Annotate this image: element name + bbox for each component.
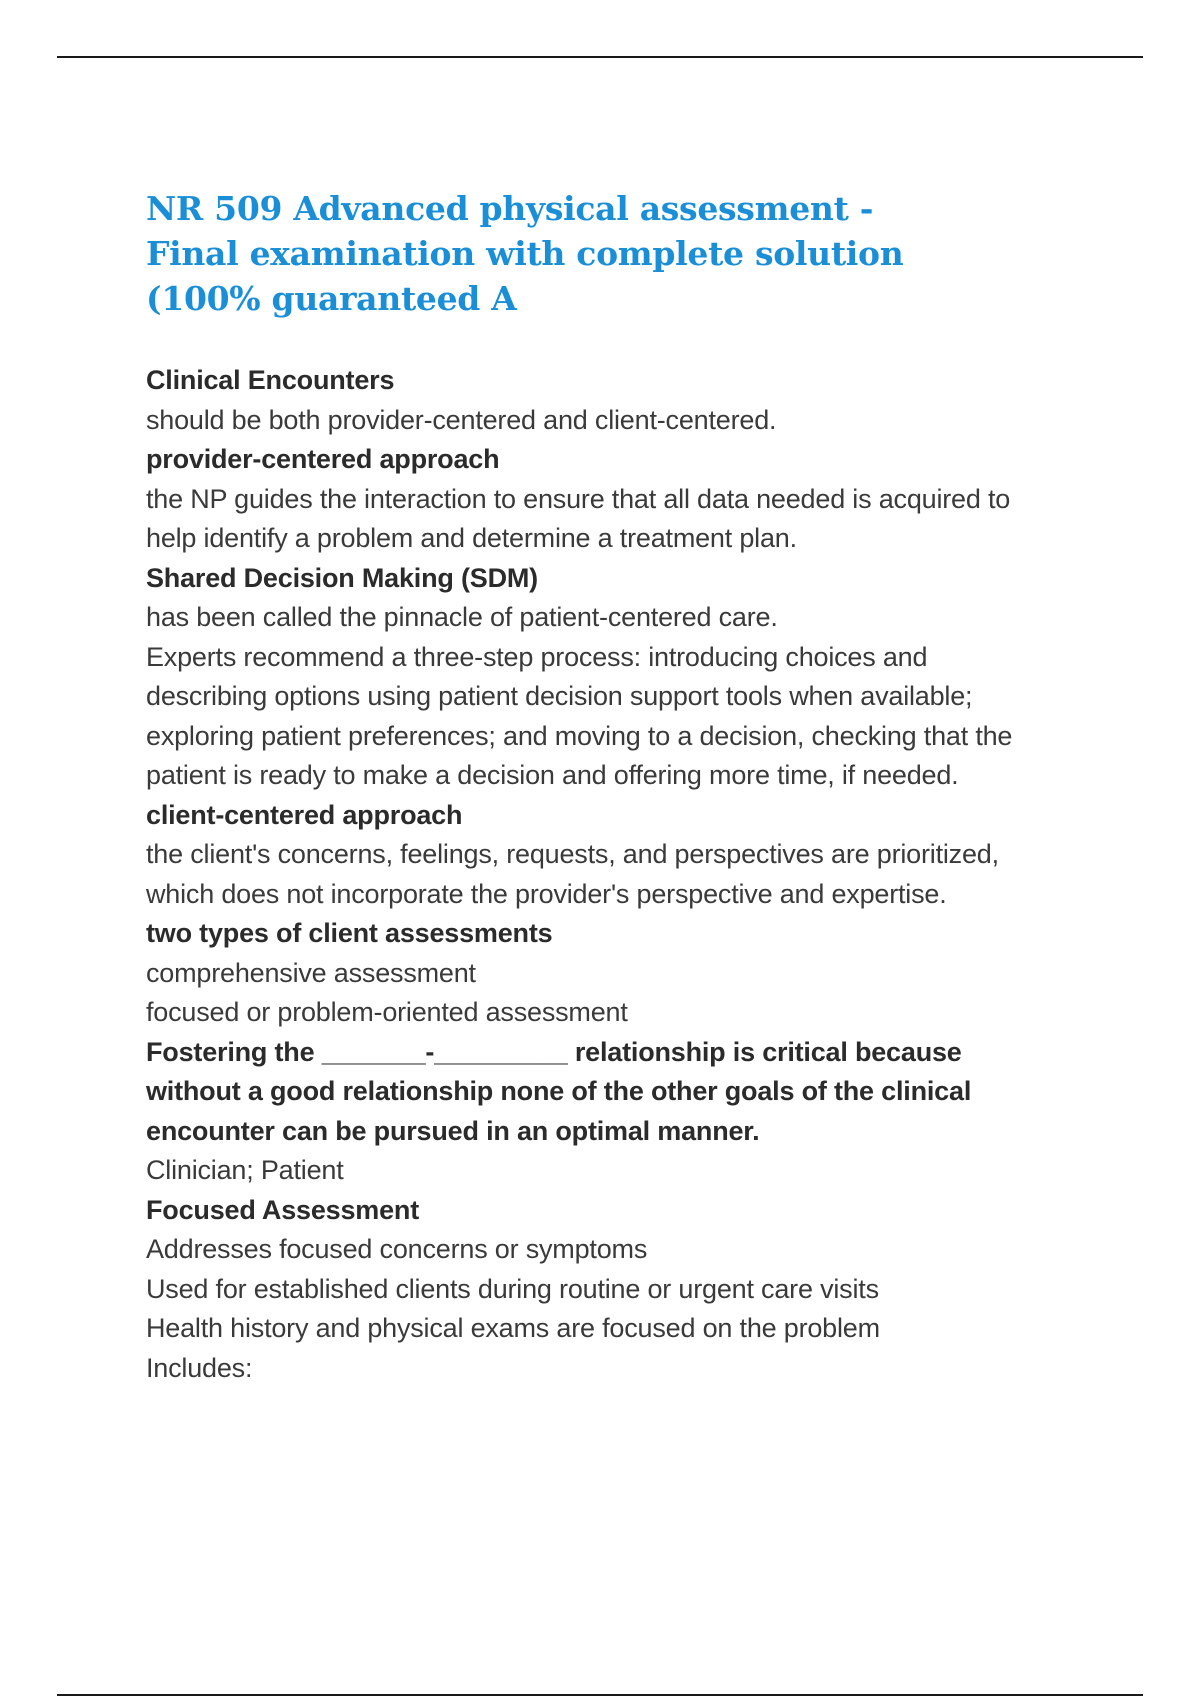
document-title: NR 509 Advanced physical assessment -Final examination with complete solution (100% guaranteed A — [146, 189, 904, 318]
term-line: Focused Assessment — [146, 1194, 420, 1225]
definition-line: Experts recommend a three-step process: introducing choices and — [146, 641, 928, 672]
definition-line: the NP guides the interaction to ensure that all data needed is acquired to — [146, 483, 1011, 514]
term-line: Shared Decision Making (SDM) — [146, 562, 538, 593]
definition-line: the client's concerns, feelings, requests, and perspectives are prioritized, — [146, 839, 999, 869]
term-line: client-centered approach — [146, 799, 463, 830]
definition-line: Includes: — [146, 1352, 253, 1383]
term-line: encounter can be pursued in an optimal manner. — [146, 1115, 760, 1146]
term-line: without a good relationship none of the other goals of the clinical — [146, 1076, 972, 1106]
definition-line: Used for established clients during routine or urgent care visits — [146, 1273, 879, 1304]
definition-line: which does not incorporate the provider's perspective and expertise. — [146, 878, 947, 909]
document-content — [146, 361, 1106, 1388]
top-rule — [57, 56, 1143, 58]
definition-line: help identify a problem and determine a treatment plan. — [146, 523, 797, 553]
definition-line: Health history and physical exams are focused on the problem — [146, 1313, 880, 1343]
term-line: provider-centered approach — [146, 444, 500, 474]
term-line: Clinical Encounters — [146, 365, 395, 395]
definition-line: comprehensive assessment — [146, 957, 476, 988]
bottom-rule — [57, 1694, 1143, 1696]
definition-line: describing options using patient decision support tools when available; — [146, 681, 973, 711]
definition-line: Clinician; Patient — [146, 1155, 344, 1185]
definition-line: has been called the pinnacle of patient-centered care. — [146, 602, 778, 632]
term-line: Fostering the _______-_________ relationship is critical because — [146, 1036, 962, 1067]
definition-line: Addresses focused concerns or symptoms — [146, 1234, 648, 1264]
definition-line: should be both provider-centered and client-centered. — [146, 404, 777, 435]
definition-line: patient is ready to make a decision and offering more time, if needed. — [146, 760, 959, 790]
definition-line: exploring patient preferences; and moving to a decision, checking that the — [146, 720, 1013, 751]
definition-line: focused or problem-oriented assessment — [146, 997, 628, 1027]
term-line: two types of client assessments — [146, 918, 553, 948]
document-body — [146, 186, 1106, 1388]
